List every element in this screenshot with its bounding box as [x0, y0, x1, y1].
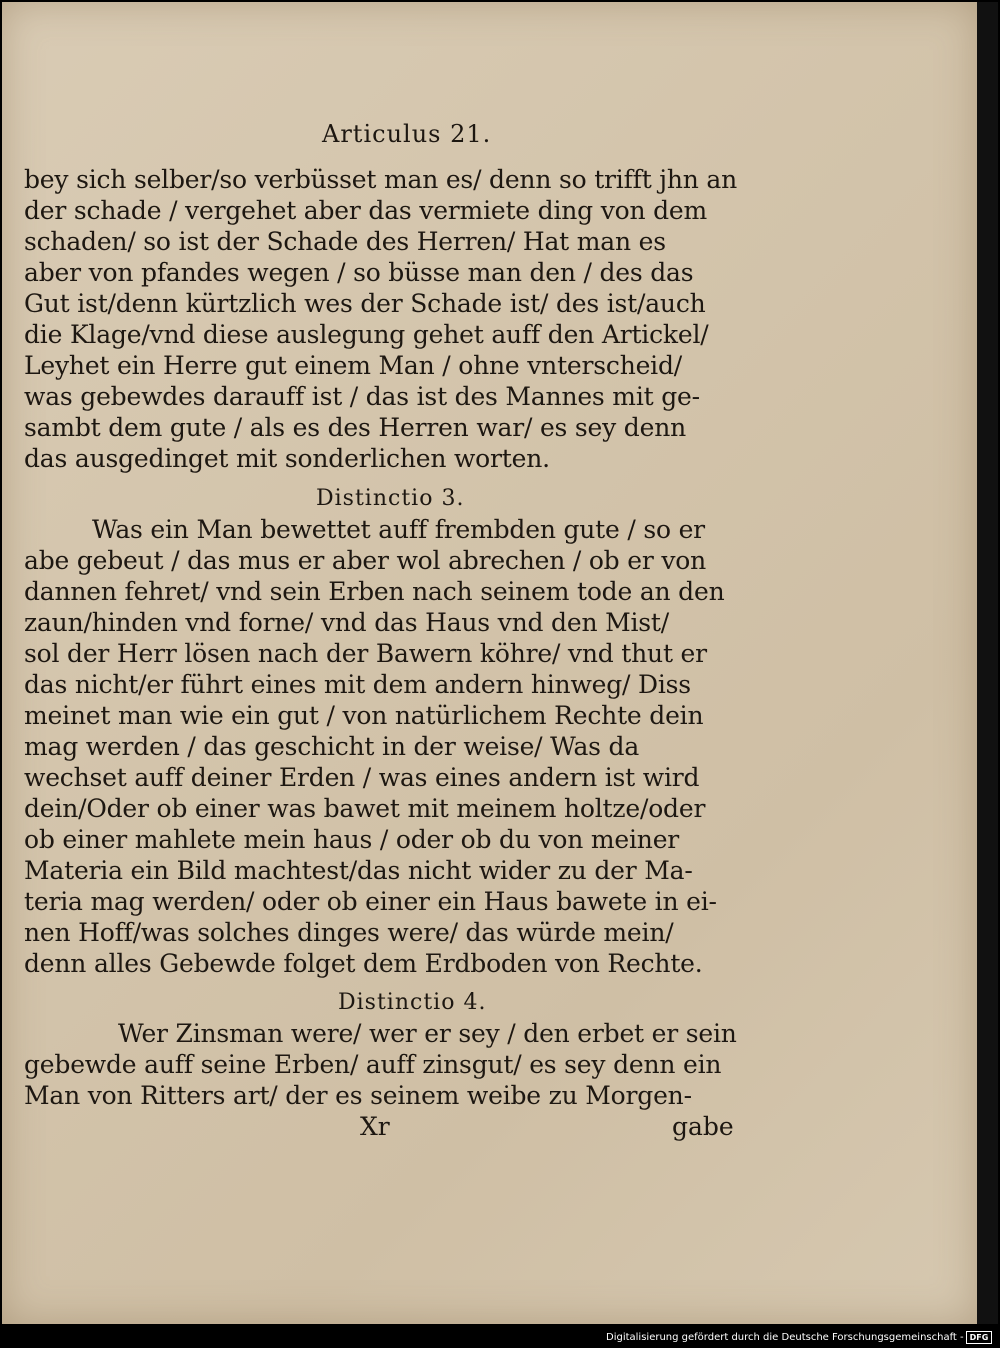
distinctio-3-heading: Distinctio 3. [316, 486, 465, 511]
text-line: aber von pfandes wegen / so büsse man den / des das [24, 258, 694, 287]
text-line: ob einer mahlete mein haus / oder ob du von meiner [24, 825, 680, 854]
text-line: nen Hoff/was solches dinges were/ das würde mein/ [24, 918, 674, 947]
signature-mark: Xr [360, 1112, 390, 1141]
text-line: wechset auff deiner Erden / was eines andern ist wird [24, 763, 700, 792]
text-line: Was ein Man bewettet auff frembden gute / so er [92, 515, 705, 544]
text-line: Leyhet ein Herre gut einem Man / ohne vnterscheid/ [24, 351, 683, 380]
text-line: Gut ist/denn kürtzlich wes der Schade ist/ des ist/auch [24, 289, 706, 318]
text-line: dannen fehret/ vnd sein Erben nach seinem tode an den [24, 577, 725, 606]
scan-edge [977, 2, 998, 1324]
text-line: Man von Ritters art/ der es seinem weibe zu Morgen- [24, 1081, 692, 1110]
text-line: die Klage/vnd diese auslegung gehet auff den Artickel/ [24, 320, 709, 349]
text-line: dein/Oder ob einer was bawet mit meinem holtze/oder [24, 794, 706, 823]
dfg-logo: DFG [966, 1331, 992, 1344]
text-line: sambt dem gute / als es des Herren war/ es sey denn [24, 413, 687, 442]
text-line: das nicht/er führt eines mit dem andern hinweg/ Diss [24, 670, 691, 699]
text-line: teria mag werden/ oder ob einer ein Haus bawete in ei- [24, 887, 717, 916]
running-head: Articulus 21. [322, 120, 492, 148]
digitization-credit: Digitalisierung gefördert durch die Deutsche Forschungsgemeinschaft - [606, 1332, 964, 1343]
text-line: denn alles Gebewde folget dem Erdboden von Rechte. [24, 949, 703, 978]
text-line: meinet man wie ein gut / von natürlichem Rechte dein [24, 701, 704, 730]
book-page [2, 2, 977, 1324]
text-line: Wer Zinsman were/ wer er sey / den erbet er sein [118, 1019, 737, 1048]
distinctio-4-heading: Distinctio 4. [338, 990, 487, 1015]
catchword: gabe [672, 1112, 734, 1141]
text-line: gebewde auff seine Erben/ auff zinsgut/ es sey denn ein [24, 1050, 722, 1079]
text-line: mag werden / das geschicht in der weise/ Was da [24, 732, 640, 761]
text-line: der schade / vergehet aber das vermiete ding von dem [24, 196, 708, 225]
text-line: das ausgedinget mit sonderlichen worten. [24, 444, 550, 473]
text-line: Materia ein Bild machtest/das nicht wider zu der Ma- [24, 856, 693, 885]
text-line: was gebewdes darauff ist / das ist des Mannes mit ge- [24, 382, 700, 411]
text-line: bey sich selber/so verbüsset man es/ denn so trifft jhn an [24, 165, 738, 194]
text-line: schaden/ so ist der Schade des Herren/ Hat man es [24, 227, 666, 256]
text-line: abe gebeut / das mus er aber wol abrechen / ob er von [24, 546, 707, 575]
text-line: sol der Herr lösen nach der Bawern köhre/ vnd thut er [24, 639, 707, 668]
text-line: zaun/hinden vnd forne/ vnd das Haus vnd den Mist/ [24, 608, 669, 637]
